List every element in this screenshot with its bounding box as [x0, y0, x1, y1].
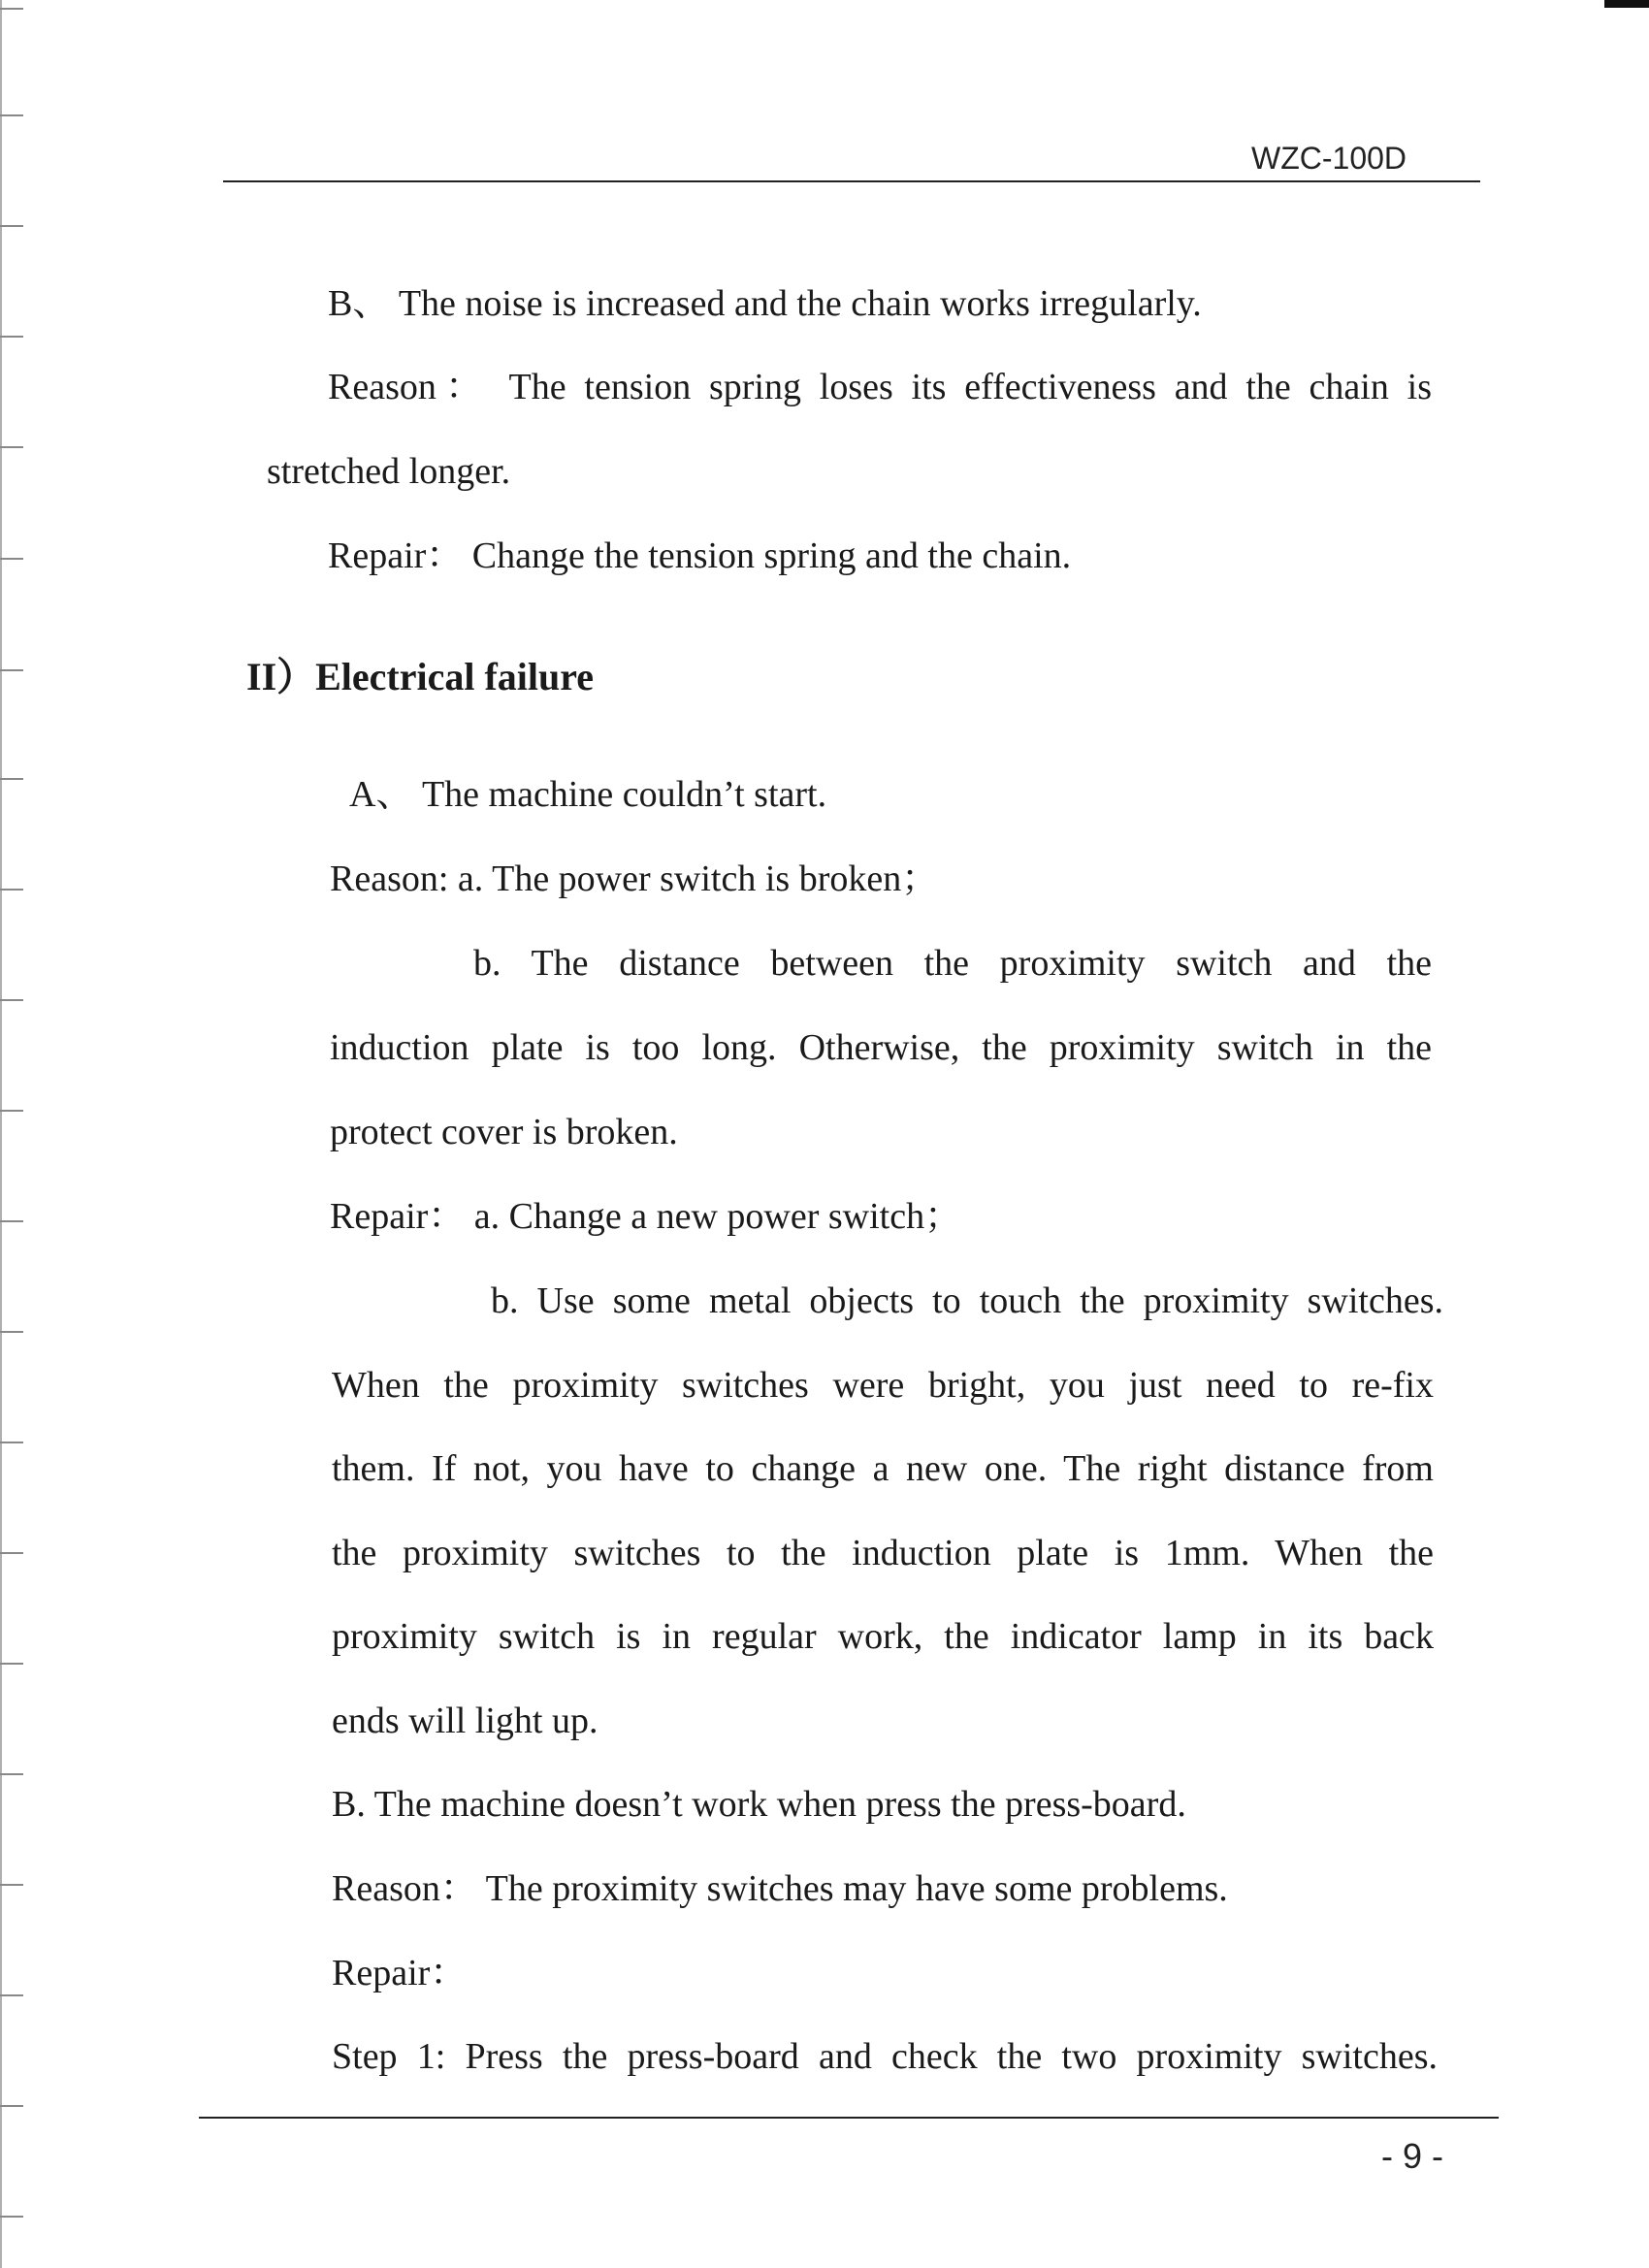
edge-mark	[0, 1663, 23, 1665]
fault-a-reason-b-line2: induction plate is too long. Otherwise, the proximity switch in the	[330, 1027, 1432, 1068]
edge-mark	[0, 1773, 23, 1775]
edge-mark	[0, 446, 23, 448]
step-1: Step 1: Press the press-board and check the two proximity switches.	[332, 2036, 1438, 2077]
fault-a-repair-b-line4: the proximity switches to the induction plate is 1mm. When the	[332, 1533, 1434, 1573]
edge-mark	[0, 1442, 23, 1443]
section-heading-electrical-failure: II）Electrical failure	[246, 655, 595, 698]
fault-a-repair-b-line6: ends will light up.	[332, 1701, 598, 1741]
fault-a-reason-b-line1: b. The distance between the proximity switch and the	[473, 943, 1432, 984]
fault-b2-repair: Repair：	[332, 1953, 468, 1993]
edge-mark	[0, 2105, 23, 2107]
edge-mark	[0, 669, 23, 671]
fault-b-repair: Repair： Change the tension spring and the chain.	[328, 535, 1072, 576]
scan-corner-mark	[1604, 0, 1649, 8]
fault-b2-title: B. The machine doesn’t work when press the press-board.	[332, 1784, 1186, 1825]
document-code: WZC-100D	[1251, 141, 1407, 176]
edge-mark	[0, 1220, 23, 1222]
edge-mark	[0, 1110, 23, 1112]
footer-rule	[199, 2117, 1499, 2119]
edge-mark	[0, 778, 23, 780]
page-number: - 9 -	[1381, 2136, 1444, 2176]
edge-mark	[0, 558, 23, 560]
fault-b-title: B、 The noise is increased and the chain works irregularly.	[328, 283, 1202, 324]
fault-a-repair-b-line2: When the proximity switches were bright, you just need to re-fix	[332, 1365, 1434, 1406]
edge-mark	[0, 114, 23, 116]
edge-mark	[0, 1552, 23, 1554]
fault-a-repair-b-line1: b. Use some metal objects to touch the proximity switches.	[491, 1280, 1443, 1321]
fault-a-repair-a: Repair： a. Change a new power switch；	[330, 1196, 962, 1237]
fault-a-repair-b-line3: them. If not, you have to change a new one. The right distance from	[332, 1448, 1434, 1489]
fault-a-reason-a: Reason: a. The power switch is broken；	[330, 859, 939, 899]
edge-mark	[0, 8, 23, 10]
edge-mark	[0, 336, 23, 338]
edge-mark	[0, 999, 23, 1001]
fault-b2-reason: Reason： The proximity switches may have some problems.	[332, 1868, 1228, 1909]
scan-edge-line	[0, 0, 2, 2268]
edge-mark	[0, 889, 23, 891]
edge-mark	[0, 225, 23, 227]
fault-b-reason-line2: stretched longer.	[267, 451, 511, 492]
fault-a-repair-b-line5: proximity switch is in regular work, the indicator lamp in its back	[332, 1616, 1434, 1657]
edge-mark	[0, 1884, 23, 1886]
header-rule	[223, 180, 1480, 182]
fault-a-reason-b-line3: protect cover is broken.	[330, 1112, 678, 1152]
edge-mark	[0, 2216, 23, 2218]
edge-mark	[0, 1331, 23, 1333]
fault-b-reason-line1: Reason： The tension spring loses its effectiveness and the chain is	[328, 367, 1432, 407]
fault-a-title: A、 The machine couldn’t start.	[349, 774, 827, 815]
edge-mark	[0, 1994, 23, 1996]
